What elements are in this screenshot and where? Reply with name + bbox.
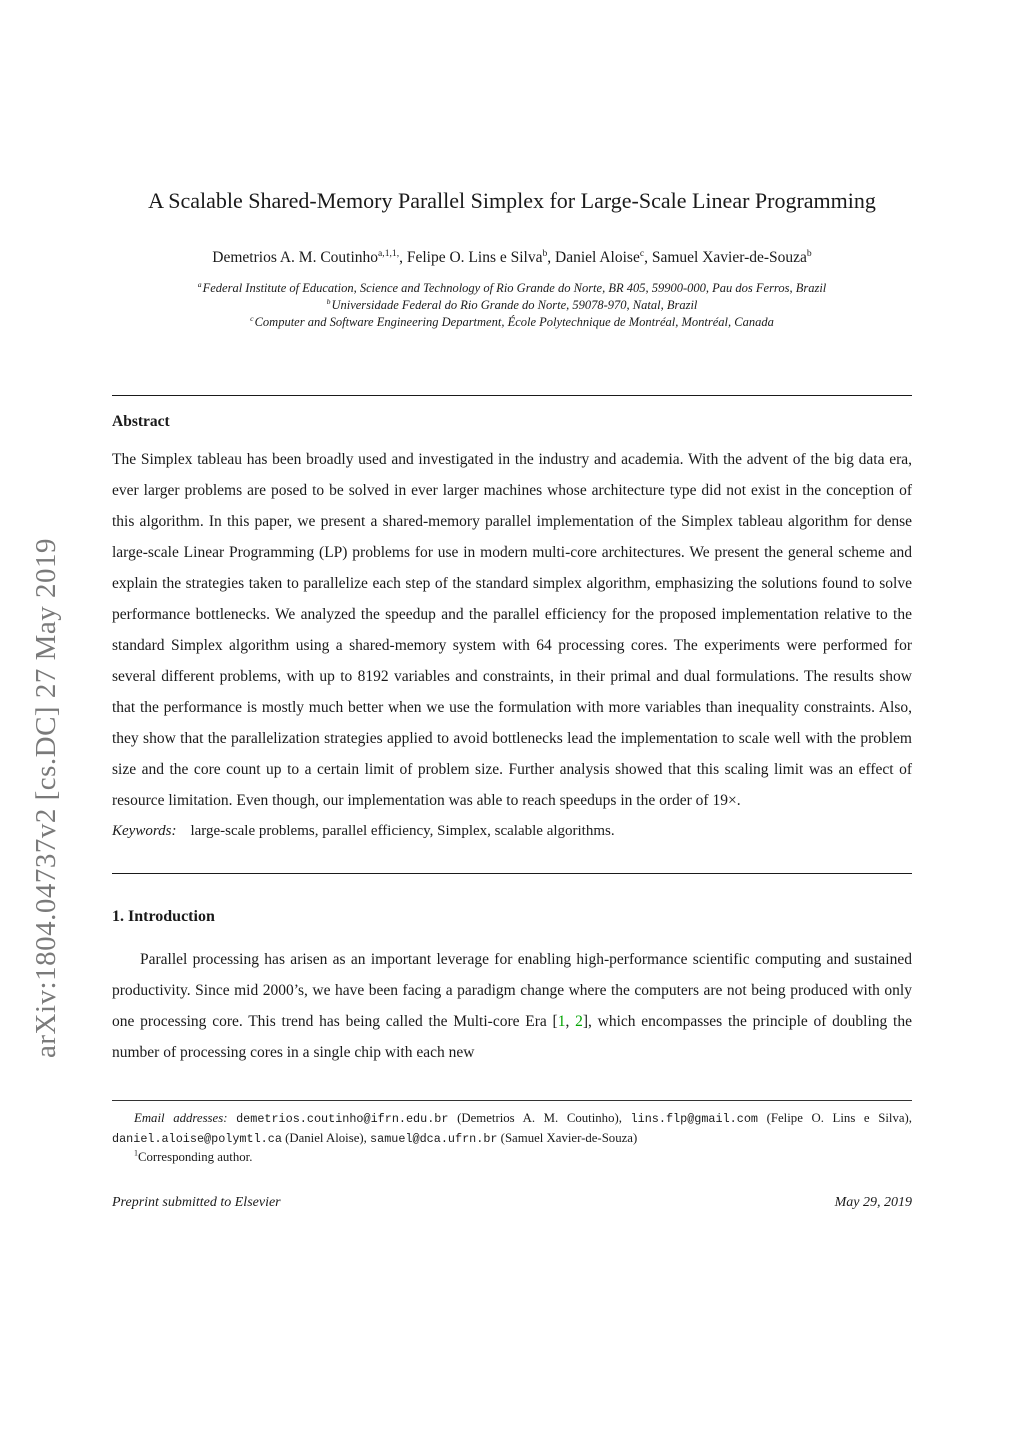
superscript-marker: a,1,1, xyxy=(378,247,400,259)
text-segment: (Demetrios A. M. Coutinho), xyxy=(448,1111,631,1125)
keywords-line xyxy=(112,816,912,847)
email-address: daniel.aloise@polymtl.ca xyxy=(112,1131,282,1146)
superscript-marker: b xyxy=(542,247,548,259)
superscript-marker: 1 xyxy=(134,1148,138,1158)
citation-link[interactable]: 1 xyxy=(557,1013,566,1030)
text-segment: , xyxy=(565,1013,576,1030)
abstract-heading: Abstract xyxy=(112,413,170,430)
footer-date: May 29, 2019 xyxy=(834,1194,912,1210)
citation-link[interactable]: 2 xyxy=(575,1013,583,1030)
footnote-corresponding-author xyxy=(112,1148,912,1167)
email-address: demetrios.coutinho@ifrn.edu.br xyxy=(236,1112,449,1126)
footnote-block xyxy=(112,1109,912,1167)
author-line xyxy=(112,248,912,268)
superscript-marker: c xyxy=(639,247,645,259)
text-segment: ], which encompasses the principle of doubling the number of processing cores in a single chip with each new xyxy=(112,1013,912,1061)
text-segment: Corresponding author. xyxy=(137,1150,253,1164)
superscript-marker: b xyxy=(806,247,812,259)
text-segment: (Felipe O. Lins e Silva), xyxy=(758,1111,912,1125)
email-address: lins.flp@gmail.com xyxy=(630,1112,758,1126)
text-segment: Demetrios A. M. Coutinho xyxy=(212,249,379,266)
abstract-text: The Simplex tableau has been broadly used and investigated in the industry and academia. With the advent of the big data era, ever larger problems are posed to be solved in ever larger machines whose architecture type did not exist in the conception of this algorithm. In this paper, we present a shared-memory parallel implementation of the Simplex tableau algorithm for dense large-scale Linear Programming (LP) problems for use in modern multi-core architectures. We present the general scheme and explain the strategies taken to parallelize each step of the standard simplex algorithm, emphasizing the solutions found to solve performance bottlenecks. We analyzed the speedup and the parallel efficiency for the proposed implementation relative to the standard Simplex algorithm using a shared-memory system with 64 processing cores. The experiments were performed for several different problems, with up to 8192 variables and constraints, in their primal and dual formulations. The results show that the performance is mostly much better when we use the formulation with more variables than inequality constraints. Also, they show that the parallelization strategies applied to avoid bottlenecks lead the implementation to scale well with the problem size and the core count up to a certain limit of problem size. Further analysis showed that this scaling limit was an effect of resource limitation. Even though, our implementation was able to reach speedups in the order of 19×. xyxy=(112,451,912,809)
paper-title: A Scalable Shared-Memory Parallel Simplex for Large-Scale Linear Programming xyxy=(148,188,876,213)
footer-preprint-note: Preprint submitted to Elsevier xyxy=(112,1194,281,1210)
footnote-rule xyxy=(112,1100,912,1101)
text-segment: , Felipe O. Lins e Silva xyxy=(399,249,543,266)
affiliation-text: Universidade Federal do Rio Grande do Norte, 59078-970, Natal, Brazil xyxy=(331,298,698,312)
text-segment: (Samuel Xavier-de-Souza) xyxy=(497,1130,638,1145)
affiliation-marker: b xyxy=(326,296,331,306)
affiliation-line xyxy=(112,280,912,297)
paper-content xyxy=(112,0,912,1211)
affiliation-text: Computer and Software Engineering Department, École Polytechnique de Montréal, Montréal, Canada xyxy=(254,315,774,329)
keywords-label: Keywords: xyxy=(112,823,177,839)
arxiv-watermark: arXiv:1804.04737v2 [cs.DC] 27 May 2019 xyxy=(30,537,62,1058)
affiliations xyxy=(112,280,912,331)
affiliation-line xyxy=(112,314,912,331)
footnote-emails xyxy=(112,1109,912,1148)
page-footer xyxy=(112,1195,912,1211)
section-heading-introduction: 1. Introduction xyxy=(112,908,215,925)
text-segment: (Daniel Aloise), xyxy=(281,1130,371,1145)
affiliation-marker: c xyxy=(250,313,254,323)
abstract-top-rule xyxy=(112,395,912,396)
introduction-paragraph xyxy=(112,944,912,1068)
text-segment: Email addresses: xyxy=(134,1111,237,1125)
text-segment: Parallel processing has arisen as an important leverage for enabling high-performance scientific computing and sustained productivity. Since mid 2000’s, we have been facing a paradigm change where the computers are not being produced with only one processing core. This trend has being called the Multi-core Era [ xyxy=(112,951,912,1030)
email-address: samuel@dca.ufrn.br xyxy=(370,1131,498,1146)
abstract-bottom-rule xyxy=(112,873,912,874)
text-segment: , Daniel Aloise xyxy=(547,249,640,266)
affiliation-marker: a xyxy=(197,279,202,289)
affiliation-text: Federal Institute of Education, Science and Technology of Rio Grande do Norte, BR 405, 59900-000, Pau dos Ferros, Brazil xyxy=(202,281,827,295)
affiliation-line xyxy=(112,297,912,314)
keywords-text: large-scale problems, parallel efficiency, Simplex, scalable algorithms. xyxy=(190,823,615,839)
text-segment: , Samuel Xavier-de-Souza xyxy=(644,249,807,266)
